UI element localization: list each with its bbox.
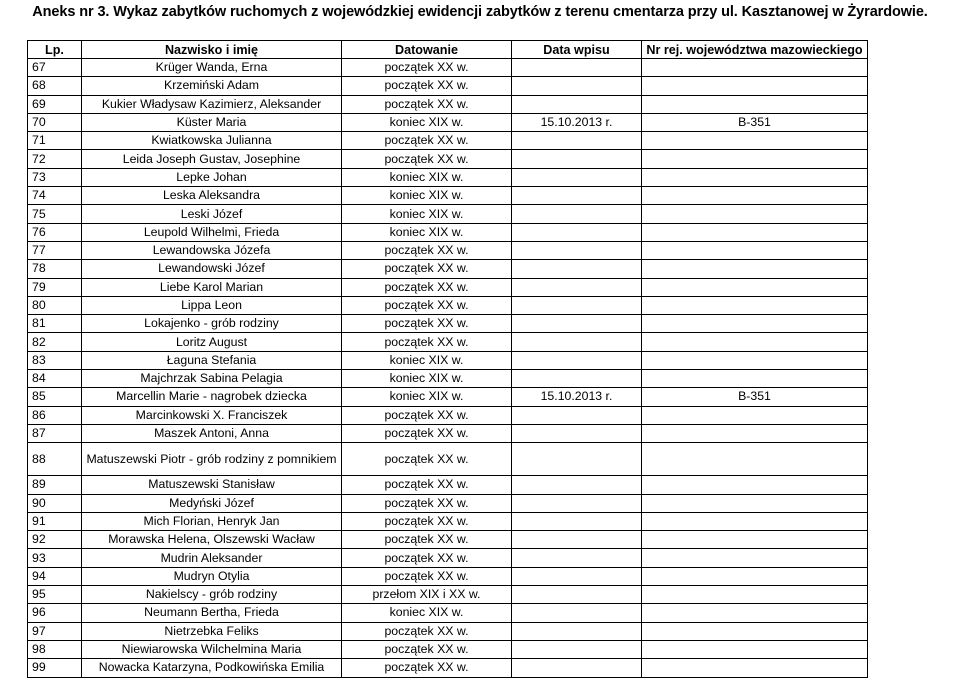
cell-name: Kwiatkowska Julianna <box>82 132 342 150</box>
cell-date: koniec XIX w. <box>342 351 512 369</box>
cell-register-number <box>642 278 868 296</box>
cell-date: koniec XIX w. <box>342 168 512 186</box>
cell-lp: 95 <box>28 586 82 604</box>
cell-lp: 75 <box>28 205 82 223</box>
cell-register-number <box>642 640 868 658</box>
cell-lp: 86 <box>28 406 82 424</box>
cell-lp: 71 <box>28 132 82 150</box>
table-row <box>28 296 868 314</box>
table-row <box>28 567 868 585</box>
table-row <box>28 424 868 442</box>
cell-register-number <box>642 622 868 640</box>
cell-register-number <box>642 406 868 424</box>
cell-name: Nietrzebka Feliks <box>82 622 342 640</box>
cell-entry-date <box>512 604 642 622</box>
cell-register-number: B-351 <box>642 388 868 406</box>
cell-register-number <box>642 260 868 278</box>
cell-name: Matuszewski Stanisław <box>82 476 342 494</box>
cell-lp: 88 <box>28 443 82 476</box>
cell-date: początek XX w. <box>342 278 512 296</box>
table-row <box>28 604 868 622</box>
cell-entry-date <box>512 370 642 388</box>
table-row <box>28 59 868 77</box>
cell-register-number <box>642 296 868 314</box>
cell-entry-date <box>512 205 642 223</box>
cell-lp: 96 <box>28 604 82 622</box>
cell-date: początek XX w. <box>342 260 512 278</box>
table-row <box>28 622 868 640</box>
cell-date: początek XX w. <box>342 659 512 677</box>
cell-date: przełom XIX i XX w. <box>342 586 512 604</box>
table-row <box>28 223 868 241</box>
cell-name: Nowacka Katarzyna, Podkowińska Emilia <box>82 659 342 677</box>
cell-entry-date <box>512 296 642 314</box>
cell-date: początek XX w. <box>342 531 512 549</box>
table-row <box>28 315 868 333</box>
cell-name: Neumann Bertha, Frieda <box>82 604 342 622</box>
cell-lp: 92 <box>28 531 82 549</box>
cell-date: początek XX w. <box>342 59 512 77</box>
cell-lp: 82 <box>28 333 82 351</box>
cell-lp: 78 <box>28 260 82 278</box>
cell-date: początek XX w. <box>342 315 512 333</box>
cell-register-number <box>642 223 868 241</box>
cell-register-number <box>642 95 868 113</box>
cell-lp: 91 <box>28 512 82 530</box>
cell-date: koniec XIX w. <box>342 205 512 223</box>
cell-entry-date <box>512 241 642 259</box>
cell-lp: 90 <box>28 494 82 512</box>
cell-register-number <box>642 370 868 388</box>
cell-entry-date <box>512 223 642 241</box>
cell-name: Marcellin Marie - nagrobek dziecka <box>82 388 342 406</box>
cell-entry-date <box>512 476 642 494</box>
cell-date: koniec XIX w. <box>342 223 512 241</box>
cell-date: początek XX w. <box>342 424 512 442</box>
cell-lp: 69 <box>28 95 82 113</box>
cell-date: koniec XIX w. <box>342 604 512 622</box>
cell-name: Maszek Antoni, Anna <box>82 424 342 442</box>
cell-entry-date <box>512 351 642 369</box>
cell-name: Lippa Leon <box>82 296 342 314</box>
table-row <box>28 443 868 476</box>
cell-entry-date <box>512 168 642 186</box>
cell-name: Loritz August <box>82 333 342 351</box>
table-row <box>28 150 868 168</box>
table-row <box>28 531 868 549</box>
cell-date: początek XX w. <box>342 296 512 314</box>
cell-register-number <box>642 333 868 351</box>
cell-name: Marcinkowski X. Franciszek <box>82 406 342 424</box>
cell-lp: 67 <box>28 59 82 77</box>
cell-register-number <box>642 241 868 259</box>
header-register-number: Nr rej. województwa mazowieckiego <box>642 41 868 59</box>
cell-name: Mich Florian, Henryk Jan <box>82 512 342 530</box>
cell-name: Lokajenko - grób rodziny <box>82 315 342 333</box>
header-name: Nazwisko i imię <box>82 41 342 59</box>
table-header-row <box>28 41 868 59</box>
cell-entry-date <box>512 424 642 442</box>
cell-register-number <box>642 604 868 622</box>
cell-date: początek XX w. <box>342 150 512 168</box>
table-row <box>28 77 868 95</box>
cell-entry-date <box>512 567 642 585</box>
cell-entry-date <box>512 95 642 113</box>
cell-date: koniec XIX w. <box>342 113 512 131</box>
cell-lp: 85 <box>28 388 82 406</box>
cell-lp: 77 <box>28 241 82 259</box>
table-row <box>28 95 868 113</box>
cell-register-number <box>642 315 868 333</box>
cell-entry-date <box>512 150 642 168</box>
cell-register-number <box>642 567 868 585</box>
cell-register-number <box>642 494 868 512</box>
cell-register-number <box>642 476 868 494</box>
cell-name: Mudrin Aleksander <box>82 549 342 567</box>
cell-entry-date <box>512 586 642 604</box>
cell-date: początek XX w. <box>342 132 512 150</box>
cell-date: koniec XIX w. <box>342 187 512 205</box>
cell-name: Niewiarowska Wilchelmina Maria <box>82 640 342 658</box>
header-entry-date: Data wpisu <box>512 41 642 59</box>
table-row <box>28 406 868 424</box>
header-date: Datowanie <box>342 41 512 59</box>
cell-register-number <box>642 512 868 530</box>
cell-name: Lepke Johan <box>82 168 342 186</box>
cell-lp: 72 <box>28 150 82 168</box>
cell-name: Lewandowski Józef <box>82 260 342 278</box>
table-row <box>28 260 868 278</box>
cell-lp: 99 <box>28 659 82 677</box>
cell-register-number <box>642 549 868 567</box>
cell-date: początek XX w. <box>342 549 512 567</box>
cell-date: początek XX w. <box>342 241 512 259</box>
table-row <box>28 278 868 296</box>
cell-date: początek XX w. <box>342 333 512 351</box>
cell-name: Leska Aleksandra <box>82 187 342 205</box>
table-row <box>28 640 868 658</box>
cell-register-number <box>642 59 868 77</box>
cell-entry-date <box>512 512 642 530</box>
document-title: Aneks nr 3. Wykaz zabytków ruchomych z wojewódzkiej ewidencji zabytków z terenu cmentarza przy ul. Kasztanowej w Żyrardowie. <box>32 4 928 20</box>
cell-register-number <box>642 351 868 369</box>
cell-register-number <box>642 187 868 205</box>
cell-lp: 74 <box>28 187 82 205</box>
cell-name: Mudryn Otylia <box>82 567 342 585</box>
cell-register-number <box>642 531 868 549</box>
cell-date: początek XX w. <box>342 443 512 476</box>
cell-date: początek XX w. <box>342 494 512 512</box>
table-row <box>28 351 868 369</box>
cell-entry-date <box>512 494 642 512</box>
cell-lp: 83 <box>28 351 82 369</box>
table-row <box>28 241 868 259</box>
cell-entry-date <box>512 333 642 351</box>
cell-name: Leupold Wilhelmi, Frieda <box>82 223 342 241</box>
cell-entry-date <box>512 549 642 567</box>
cell-name: Krzemiński Adam <box>82 77 342 95</box>
cell-entry-date <box>512 187 642 205</box>
cell-name: Majchrzak Sabina Pelagia <box>82 370 342 388</box>
cell-date: początek XX w. <box>342 512 512 530</box>
cell-lp: 79 <box>28 278 82 296</box>
cell-name: Küster Maria <box>82 113 342 131</box>
cell-name: Medyński Józef <box>82 494 342 512</box>
cell-lp: 94 <box>28 567 82 585</box>
cell-date: koniec XIX w. <box>342 388 512 406</box>
table-row <box>28 388 868 406</box>
cell-lp: 89 <box>28 476 82 494</box>
cell-date: początek XX w. <box>342 95 512 113</box>
cell-date: początek XX w. <box>342 476 512 494</box>
cell-name: Leski Józef <box>82 205 342 223</box>
table-row <box>28 370 868 388</box>
cell-name: Matuszewski Piotr - grób rodziny z pomnikiem <box>82 443 342 476</box>
cell-date: początek XX w. <box>342 640 512 658</box>
cell-date: początek XX w. <box>342 77 512 95</box>
cell-lp: 97 <box>28 622 82 640</box>
cell-lp: 98 <box>28 640 82 658</box>
cell-register-number <box>642 132 868 150</box>
cell-register-number <box>642 424 868 442</box>
header-lp: Lp. <box>28 41 82 59</box>
cell-entry-date <box>512 406 642 424</box>
cell-lp: 70 <box>28 113 82 131</box>
cell-entry-date <box>512 659 642 677</box>
cell-register-number <box>642 659 868 677</box>
cell-entry-date <box>512 443 642 476</box>
cell-entry-date <box>512 77 642 95</box>
cell-entry-date <box>512 640 642 658</box>
cell-entry-date <box>512 132 642 150</box>
cell-lp: 76 <box>28 223 82 241</box>
monuments-table <box>27 40 868 678</box>
cell-register-number <box>642 77 868 95</box>
table-row <box>28 549 868 567</box>
cell-name: Leida Joseph Gustav, Josephine <box>82 150 342 168</box>
cell-lp: 93 <box>28 549 82 567</box>
cell-register-number <box>642 443 868 476</box>
cell-lp: 84 <box>28 370 82 388</box>
cell-register-number <box>642 150 868 168</box>
cell-entry-date <box>512 59 642 77</box>
cell-date: początek XX w. <box>342 622 512 640</box>
table-row <box>28 512 868 530</box>
cell-register-number <box>642 168 868 186</box>
cell-lp: 73 <box>28 168 82 186</box>
cell-name: Kukier Władysaw Kazimierz, Aleksander <box>82 95 342 113</box>
table-row <box>28 187 868 205</box>
table-row <box>28 205 868 223</box>
cell-date: początek XX w. <box>342 567 512 585</box>
cell-date: początek XX w. <box>342 406 512 424</box>
table-row <box>28 476 868 494</box>
table-row <box>28 586 868 604</box>
cell-date: koniec XIX w. <box>342 370 512 388</box>
cell-name: Morawska Helena, Olszewski Wacław <box>82 531 342 549</box>
cell-register-number <box>642 586 868 604</box>
cell-lp: 80 <box>28 296 82 314</box>
cell-entry-date <box>512 531 642 549</box>
cell-register-number: B-351 <box>642 113 868 131</box>
cell-entry-date: 15.10.2013 r. <box>512 388 642 406</box>
cell-name: Krüger Wanda, Erna <box>82 59 342 77</box>
table-row <box>28 659 868 677</box>
cell-name: Lewandowska Józefa <box>82 241 342 259</box>
table-row <box>28 494 868 512</box>
cell-register-number <box>642 205 868 223</box>
table-row <box>28 168 868 186</box>
cell-lp: 68 <box>28 77 82 95</box>
cell-entry-date <box>512 260 642 278</box>
cell-lp: 87 <box>28 424 82 442</box>
cell-name: Nakielscy - grób rodziny <box>82 586 342 604</box>
table-row <box>28 113 868 131</box>
cell-entry-date <box>512 622 642 640</box>
table-row <box>28 333 868 351</box>
table-body <box>28 59 868 678</box>
cell-entry-date: 15.10.2013 r. <box>512 113 642 131</box>
cell-name: Liebe Karol Marian <box>82 278 342 296</box>
table-row <box>28 132 868 150</box>
cell-entry-date <box>512 315 642 333</box>
cell-lp: 81 <box>28 315 82 333</box>
cell-entry-date <box>512 278 642 296</box>
cell-name: Łaguna Stefania <box>82 351 342 369</box>
